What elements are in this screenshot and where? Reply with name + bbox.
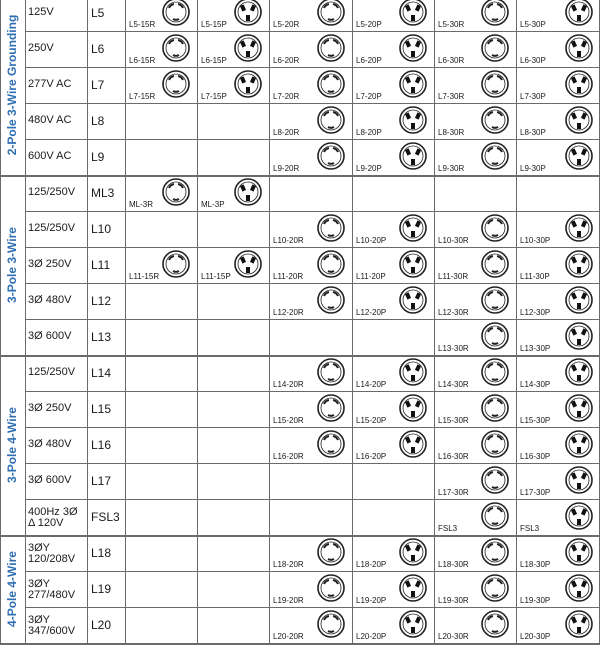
row-nema-code: ML3 (91, 186, 115, 200)
row-voltage-label: 3ØY 277/480V (28, 578, 76, 601)
connector-column-divider (434, 0, 435, 643)
twist-lock-plug-icon (398, 105, 428, 135)
twist-lock-receptacle-icon (316, 393, 346, 423)
twist-lock-receptacle-icon (480, 33, 510, 63)
row-divider (25, 175, 600, 176)
twist-lock-receptacle-icon (316, 0, 346, 27)
twist-lock-plug-icon (564, 321, 594, 351)
connector-label: L17-30P (520, 488, 551, 497)
row-nema-code: FSL3 (91, 510, 120, 524)
connector-label: L8-30P (520, 128, 546, 137)
connector-label: L16-20P (356, 452, 387, 461)
connector-label: L17-30R (438, 488, 469, 497)
connector-label: L5-20P (356, 20, 382, 29)
twist-lock-plug-icon (398, 537, 428, 567)
twist-lock-receptacle-icon (316, 429, 346, 459)
connector-label: L20-30P (520, 632, 551, 641)
twist-lock-receptacle-icon (480, 69, 510, 99)
twist-lock-plug-icon (233, 249, 263, 279)
row-divider (25, 31, 600, 32)
row-voltage-label: 600V AC (28, 150, 72, 162)
twist-lock-receptacle-icon (316, 141, 346, 171)
twist-lock-receptacle-icon (316, 213, 346, 243)
connector-label: L11-30R (438, 272, 469, 281)
twist-lock-receptacle-icon (316, 249, 346, 279)
twist-lock-receptacle-icon (480, 285, 510, 315)
twist-lock-receptacle-icon (316, 105, 346, 135)
connector-label: L5-15P (201, 20, 227, 29)
row-nema-code: L5 (91, 6, 105, 20)
twist-lock-receptacle-icon (316, 573, 346, 603)
row-nema-code: L17 (91, 474, 112, 488)
row-voltage-label: 3ØY 347/600V (28, 614, 76, 637)
row-divider (25, 355, 600, 356)
twist-lock-receptacle-icon (480, 393, 510, 423)
row-voltage-label: 125/250V (28, 222, 76, 234)
row-voltage-label: 250V (28, 42, 54, 54)
connector-label: L18-30P (520, 560, 551, 569)
twist-lock-plug-icon (398, 573, 428, 603)
twist-lock-plug-icon (233, 0, 263, 27)
twist-lock-plug-icon (564, 393, 594, 423)
connector-label: L15-30P (520, 416, 551, 425)
row-voltage-label: 125/250V (28, 366, 76, 378)
twist-lock-receptacle-icon (316, 609, 346, 639)
twist-lock-plug-icon (564, 429, 594, 459)
row-nema-code: L12 (91, 294, 112, 308)
twist-lock-plug-icon (564, 33, 594, 63)
connector-label: L15-20R (273, 416, 304, 425)
section-label: 2-Pole 3-Wire Grounding (5, 14, 19, 156)
connector-label: L19-30R (438, 596, 469, 605)
twist-lock-plug-icon (564, 285, 594, 315)
twist-lock-receptacle-icon (161, 0, 191, 27)
connector-label: L6-30R (438, 56, 465, 65)
twist-lock-receptacle-icon (480, 0, 510, 27)
connector-label: L11-30P (520, 272, 550, 281)
twist-lock-plug-icon (398, 0, 428, 27)
connector-label: L11-15P (201, 272, 231, 281)
row-voltage-label: 3Ø 600V (28, 474, 72, 486)
twist-lock-receptacle-icon (480, 357, 510, 387)
twist-lock-receptacle-icon (316, 33, 346, 63)
connector-label: L5-15R (129, 20, 156, 29)
connector-label: L16-30R (438, 452, 469, 461)
connector-label: L13-30P (520, 344, 551, 353)
row-divider (25, 607, 600, 608)
connector-label: L20-20P (356, 632, 387, 641)
twist-lock-receptacle-icon (480, 609, 510, 639)
row-divider (25, 211, 600, 212)
row-voltage-label: 3Ø 480V (28, 438, 72, 450)
row-divider (25, 283, 600, 284)
connector-column-divider (197, 0, 198, 643)
twist-lock-receptacle-icon (161, 33, 191, 63)
row-divider (25, 67, 600, 68)
row-nema-code: L19 (91, 582, 112, 596)
connector-label: L7-20R (273, 92, 300, 101)
connector-label: L8-20P (356, 128, 382, 137)
connector-label: L7-30R (438, 92, 465, 101)
connector-label: L19-30P (520, 596, 551, 605)
twist-lock-plug-icon (564, 573, 594, 603)
twist-lock-plug-icon (564, 501, 594, 531)
connector-label: L20-20R (273, 632, 304, 641)
row-nema-code: L8 (91, 114, 105, 128)
row-divider (25, 571, 600, 572)
twist-lock-receptacle-icon (480, 573, 510, 603)
connector-label: L16-30P (520, 452, 551, 461)
row-voltage-label: 3Ø 600V (28, 330, 72, 342)
twist-lock-receptacle-icon (480, 321, 510, 351)
connector-label: L20-30R (438, 632, 469, 641)
connector-label: L18-30R (438, 560, 469, 569)
connector-label: L9-20R (273, 164, 300, 173)
row-divider (25, 427, 600, 428)
connector-label: L5-30P (520, 20, 546, 29)
connector-label: L15-30R (438, 416, 469, 425)
twist-lock-plug-icon (564, 105, 594, 135)
connector-column-divider (125, 0, 126, 643)
row-voltage-label: 3ØY 120/208V (28, 542, 76, 565)
twist-lock-receptacle-icon (480, 465, 510, 495)
row-divider (25, 103, 600, 104)
connector-label: L10-20R (273, 236, 304, 245)
connector-label: L9-30P (520, 164, 546, 173)
row-nema-code: L13 (91, 330, 112, 344)
twist-lock-receptacle-icon (480, 537, 510, 567)
connector-label: L6-20P (356, 56, 382, 65)
connector-label: L6-15P (201, 56, 227, 65)
twist-lock-plug-icon (564, 213, 594, 243)
connector-label: L7-15R (129, 92, 156, 101)
connector-label: L12-20P (356, 308, 387, 317)
twist-lock-plug-icon (398, 285, 428, 315)
row-voltage-label: 3Ø 250V (28, 258, 72, 270)
row-voltage-label: 3Ø 480V (28, 294, 72, 306)
row-voltage-label: 277V AC (28, 78, 72, 90)
twist-lock-receptacle-icon (316, 285, 346, 315)
row-nema-code: L15 (91, 402, 112, 416)
twist-lock-receptacle-icon (316, 69, 346, 99)
connector-label: L18-20R (273, 560, 304, 569)
connector-column-divider (352, 0, 353, 643)
row-voltage-label: 400Hz 3Ø Δ 120V (28, 506, 78, 529)
twist-lock-receptacle-icon (480, 429, 510, 459)
row-divider (25, 319, 600, 320)
connector-label: L11-20P (356, 272, 386, 281)
twist-lock-plug-icon (233, 69, 263, 99)
row-voltage-label: 3Ø 250V (28, 402, 72, 414)
connector-label: L13-30R (438, 344, 469, 353)
connector-label: ML-3P (201, 200, 225, 209)
twist-lock-plug-icon (233, 33, 263, 63)
section-label: 4-Pole 4-Wire (5, 551, 19, 627)
row-divider (25, 463, 600, 464)
row-nema-code: L6 (91, 42, 105, 56)
twist-lock-plug-icon (564, 357, 594, 387)
connector-label: L6-20R (273, 56, 300, 65)
row-divider (25, 139, 600, 140)
connector-label: L12-30R (438, 308, 469, 317)
twist-lock-plug-icon (564, 537, 594, 567)
row-nema-code: L10 (91, 222, 112, 236)
connector-label: L16-20R (273, 452, 304, 461)
twist-lock-receptacle-icon (161, 177, 191, 207)
connector-label: L6-30P (520, 56, 546, 65)
twist-lock-plug-icon (564, 249, 594, 279)
twist-lock-plug-icon (564, 609, 594, 639)
connector-label: L12-20R (273, 308, 304, 317)
connector-label: L10-30R (438, 236, 469, 245)
connector-label: L8-30R (438, 128, 465, 137)
twist-lock-receptacle-icon (480, 213, 510, 243)
connector-label: L9-30R (438, 164, 465, 173)
connector-label: FSL3 (438, 524, 458, 533)
code-column-left (87, 0, 88, 643)
twist-lock-receptacle-icon (316, 357, 346, 387)
row-nema-code: L11 (91, 258, 111, 272)
left-border (0, 0, 1, 643)
connector-label: FSL3 (520, 524, 540, 533)
connector-column-divider (269, 0, 270, 643)
connector-label: L11-15R (129, 272, 160, 281)
twist-lock-receptacle-icon (480, 249, 510, 279)
connector-label: L7-30P (520, 92, 546, 101)
row-divider (25, 247, 600, 248)
twist-lock-plug-icon (233, 177, 263, 207)
twist-lock-receptacle-icon (161, 249, 191, 279)
row-divider (25, 499, 600, 500)
twist-lock-plug-icon (398, 69, 428, 99)
twist-lock-receptacle-icon (480, 141, 510, 171)
connector-label: L18-20P (356, 560, 387, 569)
connector-label: L19-20P (356, 596, 387, 605)
connector-label: L12-30P (520, 308, 551, 317)
connector-label: L14-30P (520, 380, 551, 389)
row-nema-code: L18 (91, 546, 112, 560)
connector-label: L5-20R (273, 20, 300, 29)
row-nema-code: L14 (91, 366, 112, 380)
connector-label: L10-20P (356, 236, 387, 245)
twist-lock-receptacle-icon (480, 105, 510, 135)
row-nema-code: L16 (91, 438, 112, 452)
connector-column-divider (516, 0, 517, 643)
connector-label: L6-15R (129, 56, 156, 65)
section-label: 3-Pole 3-Wire (5, 227, 19, 303)
connector-label: L5-30R (438, 20, 465, 29)
twist-lock-plug-icon (398, 33, 428, 63)
section-label: 3-Pole 4-Wire (5, 407, 19, 483)
connector-label: L9-20P (356, 164, 382, 173)
connector-label: L14-30R (438, 380, 469, 389)
twist-lock-plug-icon (398, 357, 428, 387)
row-voltage-label: 480V AC (28, 114, 72, 126)
row-nema-code: L9 (91, 150, 105, 164)
connector-label: L14-20P (356, 380, 387, 389)
connector-label: ML-3R (129, 200, 154, 209)
row-voltage-label: 125/250V (28, 186, 76, 198)
connector-label: L15-20P (356, 416, 387, 425)
connector-label: L7-20P (356, 92, 382, 101)
twist-lock-receptacle-icon (480, 501, 510, 531)
voltage-column-left (25, 0, 26, 643)
twist-lock-plug-icon (564, 141, 594, 171)
connector-label: L11-20R (273, 272, 304, 281)
twist-lock-plug-icon (398, 429, 428, 459)
twist-lock-plug-icon (398, 249, 428, 279)
connector-label: L14-20R (273, 380, 304, 389)
connector-label: L8-20R (273, 128, 300, 137)
row-nema-code: L20 (91, 618, 112, 632)
twist-lock-plug-icon (398, 141, 428, 171)
row-nema-code: L7 (91, 78, 105, 92)
row-divider (25, 535, 600, 536)
connector-label: L10-30P (520, 236, 551, 245)
connector-label: L7-15P (201, 92, 227, 101)
row-voltage-label: 125V (28, 6, 54, 18)
twist-lock-plug-icon (564, 69, 594, 99)
twist-lock-receptacle-icon (161, 69, 191, 99)
twist-lock-plug-icon (398, 609, 428, 639)
twist-lock-receptacle-icon (316, 537, 346, 567)
twist-lock-plug-icon (564, 465, 594, 495)
row-divider (25, 391, 600, 392)
twist-lock-plug-icon (564, 0, 594, 27)
twist-lock-plug-icon (398, 393, 428, 423)
connector-label: L19-20R (273, 596, 304, 605)
twist-lock-plug-icon (398, 213, 428, 243)
